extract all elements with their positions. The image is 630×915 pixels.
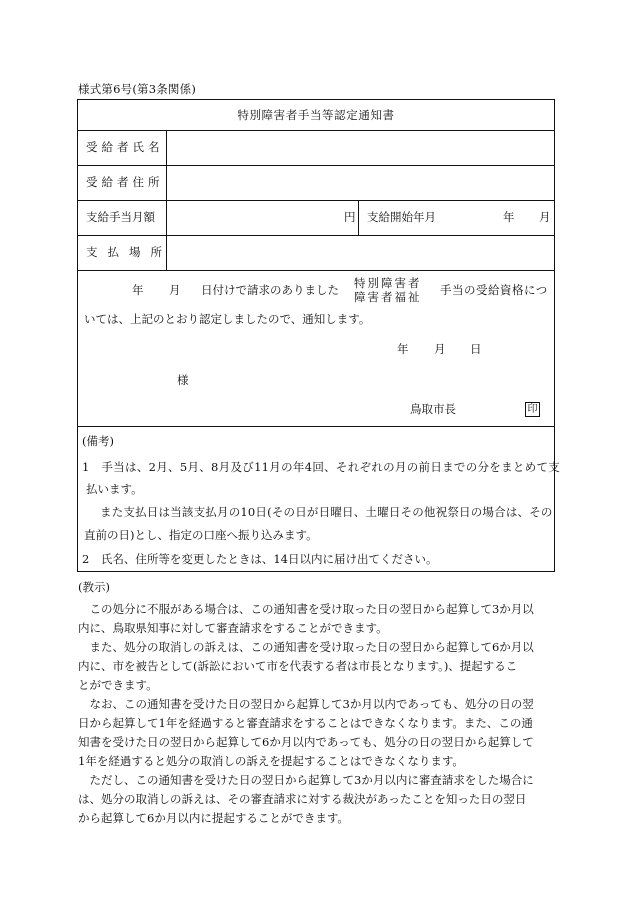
request-year: 年	[132, 283, 144, 297]
request-phrase: 日付けで請求のありました	[201, 283, 339, 297]
document-title: 特別障害者手当等認定通知書	[237, 108, 395, 122]
rule	[78, 270, 554, 271]
instruction-line: 内に、市を被告として(訴訟において市を代表する者は市長となります。)、提起するこ	[78, 659, 518, 673]
instruction-line: とができます。	[78, 678, 158, 692]
issue-year: 年	[397, 342, 409, 356]
remarks-item-1-cont: 払います。	[86, 482, 143, 496]
allowance-amount-label: 支給手当月額	[86, 210, 155, 224]
remarks-item-2: 2 氏名、住所等を変更したときは、14日以内に届け出てください。	[82, 552, 438, 566]
remarks-item-1-cont: 直前の日)とし、指定の口座へ振り込みます。	[84, 528, 318, 542]
form-number: 様式第6号(第3条関係)	[78, 82, 197, 96]
instruction-line: なお、この通知書を受けた日の翌日から起算して3か月以内であっても、処分の日の翌	[78, 697, 534, 711]
issue-day: 日	[470, 342, 482, 356]
instruction-line: この処分に不服がある場合は、この通知書を受け取った日の翌日から起算して3か月以	[78, 602, 534, 616]
instruction-line: また、処分の取消しの訴えは、この通知書を受け取った日の翌日から起算して6か月以	[78, 640, 534, 654]
instruction-line: は、処分の取消しの訴えは、その審査請求に対する裁決があったことを知った日の翌日	[78, 792, 527, 806]
instruction-line: 知書を受けた日の翌日から起算して6か月以内であっても、処分の日の翌日から起算して	[78, 735, 534, 749]
issuer-name: 鳥取市長	[410, 402, 456, 416]
rule	[78, 130, 554, 131]
rule	[78, 200, 554, 201]
instruction-line: 1年を経過すると処分の取消しの訴えを提起することはできなくなります。	[78, 754, 464, 768]
remarks-item-1-cont: また支払日は当該支払月の10日(その日が日曜日、土曜日その他祝祭日の場合は、その	[100, 505, 553, 519]
instruction-heading: (教示)	[78, 580, 110, 594]
rule	[358, 200, 359, 235]
rule	[78, 426, 554, 427]
rule	[78, 165, 554, 166]
honorific: 様	[177, 373, 189, 387]
instruction-line: ただし、この通知書を受けた日の翌日から起算して3か月以内に審査請求をした場合に	[78, 773, 534, 787]
allowance-type-options	[354, 276, 422, 304]
remarks-heading: (備考)	[82, 434, 114, 448]
recipient-name-label: 受給者氏名	[86, 140, 164, 154]
request-month: 月	[169, 283, 181, 297]
notice-continuation: 手当の受給資格につ	[440, 283, 548, 297]
remarks-item-1: 1 手当は、2月、5月、8月及び11月の年4回、それぞれの月の前日までの分をまとめて支	[82, 460, 561, 474]
yen-unit: 円	[344, 210, 356, 224]
recipient-address-label: 受給者住所	[86, 175, 164, 189]
seal-mark: 印	[525, 402, 540, 417]
issue-month: 月	[434, 342, 446, 356]
rule	[78, 235, 554, 236]
notice-continuation-2: いては、上記のとおり認定しましたので、通知します。	[84, 312, 371, 326]
instruction-line: 内に、鳥取県知事に対して審査請求をすることができます。	[78, 621, 388, 635]
year-unit: 年	[503, 210, 515, 224]
certification-form-table	[77, 99, 561, 572]
allowance-type-option: 特別障害者	[354, 276, 422, 290]
instruction-line: から起算して6か月以内に提起することができます。	[78, 811, 349, 825]
instruction-line: 日から起算して1年を経過すると審査請求をすることはできなくなります。また、この通	[78, 716, 533, 730]
month-unit: 月	[539, 210, 551, 224]
start-month-label: 支給開始年月	[367, 210, 436, 224]
allowance-type-option: 障害者福祉	[354, 290, 422, 304]
payment-place-label: 支払場所	[86, 245, 172, 259]
